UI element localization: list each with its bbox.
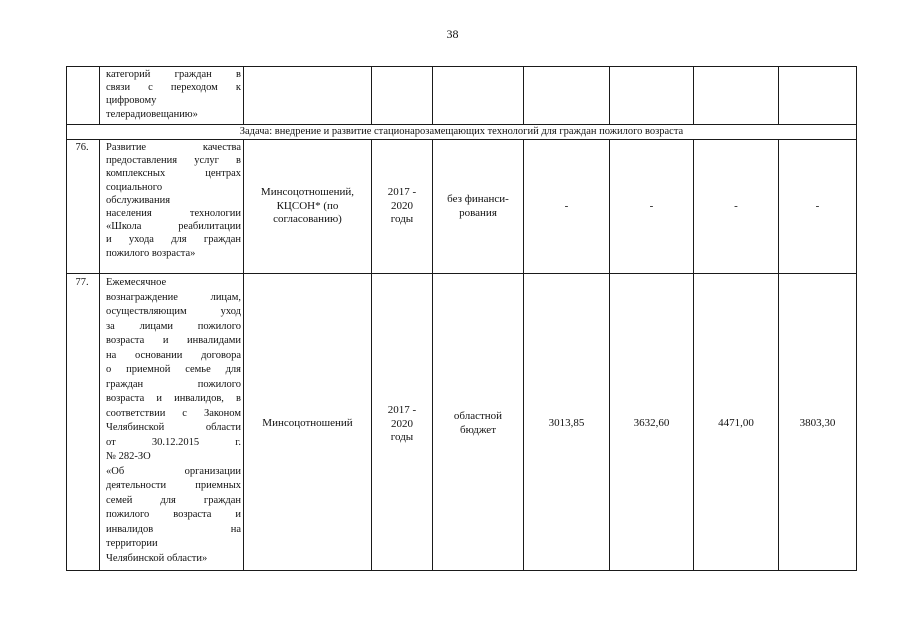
row-description: Развитие качества предоставления услуг в комплексных центрах социального обслуживания населения технологии «Школа реабилитации и ухода для граждан пожилого возраста» [106,142,241,259]
task-heading: Задача: внедрение и развитие стационарозамещающих технологий для граждан пожилого возраста [239,126,684,137]
row-period: 2017 - 2020 годы [387,186,417,225]
amount-cell: - [815,200,820,212]
amount-cell: - [734,200,738,212]
row-executor: Минсоцотношений, КЦСОН* (по согласованию) [260,186,355,225]
page-number: 38 [446,27,459,41]
row-funding: областной бюджет [453,410,503,436]
row-number: 76. [75,142,89,153]
row-number: 77. [75,277,89,288]
row-period: 2017 - 2020 годы [387,404,417,443]
amount-cell: 3632,60 [633,417,670,429]
row-description: Ежемесячное вознаграждение лицам, осуществляющим уход за лицами пожилого возраста и инвалидами на основании договора о приемной семье для граждан пожилого возраста и инвалидов, в соответствии с Законом Челябинской области от 30.12.2015 г. № 282-ЗО «Об организации деятельности приемных семей для граждан пожилого возраста и инвалидов на территории Челябинской области» [106,277,241,564]
amount-cell: 4471,00 [718,417,754,429]
amount-cell: 3803,30 [799,417,836,429]
amount-cell: - [649,200,654,212]
row-executor: Минсоцотношений [262,417,353,429]
continuation-description: категорий граждан в связи с переходом к цифровому телерадиовещанию» [106,69,241,120]
amount-cell: - [564,200,569,212]
amount-cell: 3013,85 [548,417,585,429]
row-funding: без финанси- рования [447,193,509,219]
